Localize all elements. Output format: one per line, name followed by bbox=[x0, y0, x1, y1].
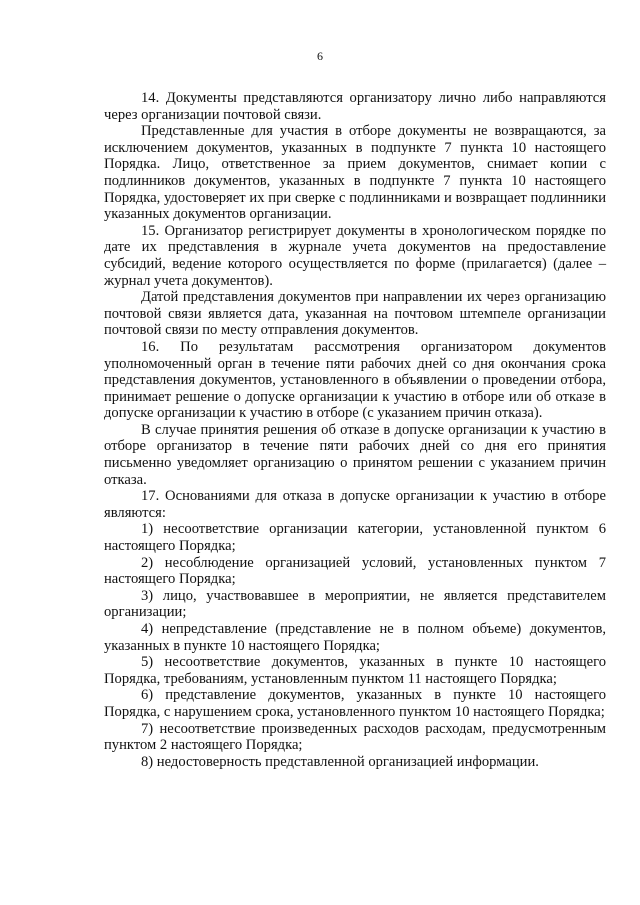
list-item-8: 8) недостоверность представленной организацией информации. bbox=[141, 753, 539, 770]
paragraph-14: 14. Документы представляются организатору лично либо направляются через организации почтовой связи. bbox=[104, 90, 606, 123]
paragraph-postal-date: Датой представления документов при направлении их через организацию почтовой связи является дата, указанная на почтовом штемпеле организации почтовой связи по месту отправления документов. bbox=[104, 289, 606, 339]
paragraph-17: 17. Основаниями для отказа в допуске организации к участию в отборе являются: bbox=[104, 488, 606, 521]
list-item-2: 2) несоблюдение организацией условий, установленных пунктом 7 настоящего Порядка; bbox=[104, 554, 606, 588]
paragraph-refusal-notice: В случае принятия решения об отказе в допуске организации к участию в отборе организатор в течение пяти рабочих дней со дня его принятия письменно уведомляет организацию о принятом решении с указанием причин отказа. bbox=[104, 421, 606, 488]
list-item-4: 4) непредставление (представление не в полном объеме) документов, указанных в пункте 10 настоящего Порядка; bbox=[104, 621, 606, 654]
paragraph-15: 15. Организатор регистрирует документы в хронологическом порядке по дате их представления в журнале учета документов на предоставление субсидий, ведение которого осуществляется по форме (прилагается) (далее – журнал учета документов). bbox=[104, 222, 606, 289]
list-item-7: 7) несоответствие произведенных расходов расходам, предусмотренным пунктом 2 настоящего Порядка; bbox=[104, 720, 606, 754]
list-item-1: 1) несоответствие организации категории, установленной пунктом 6 настоящего Порядка; bbox=[104, 521, 606, 555]
document-body bbox=[104, 90, 606, 770]
list-item-3: 3) лицо, участвовавшее в мероприятии, не является представителем организации; bbox=[104, 587, 606, 621]
page-number: 6 bbox=[317, 49, 323, 63]
list-item-5: 5) несоответствие документов, указанных в пункте 10 настоящего Порядка, требованиям, установленным пунктом 11 настоящего Порядка; bbox=[104, 654, 606, 687]
list-item-6: 6) представление документов, указанных в пункте 10 настоящего Порядка, с нарушением срока, установленного пунктом 10 настоящего Порядка; bbox=[104, 687, 606, 720]
paragraph-16: 16. По результатам рассмотрения организатором документов уполномоченный орган в течение пяти рабочих дней со дня окончания срока представления документов, установленного в объявлении о проведении отбора, принимает решение о допуске организации к участию в отборе или об отказе в допуске организации к участию в отборе (с указанием причин отказа). bbox=[104, 338, 606, 422]
paragraph-documents-not-returned: Представленные для участия в отборе документы не возвращаются, за исключением документов, указанных в подпункте 7 пункта 10 настоящего Порядка. Лицо, ответственное за прием документов, снимает копии с подлинников документов, указанных в подпункте 7 пункта 10 настоящего Порядка, удостоверяет их при сверке с подлинниками и возвращает подлинники указанных документов организации. bbox=[104, 123, 606, 223]
